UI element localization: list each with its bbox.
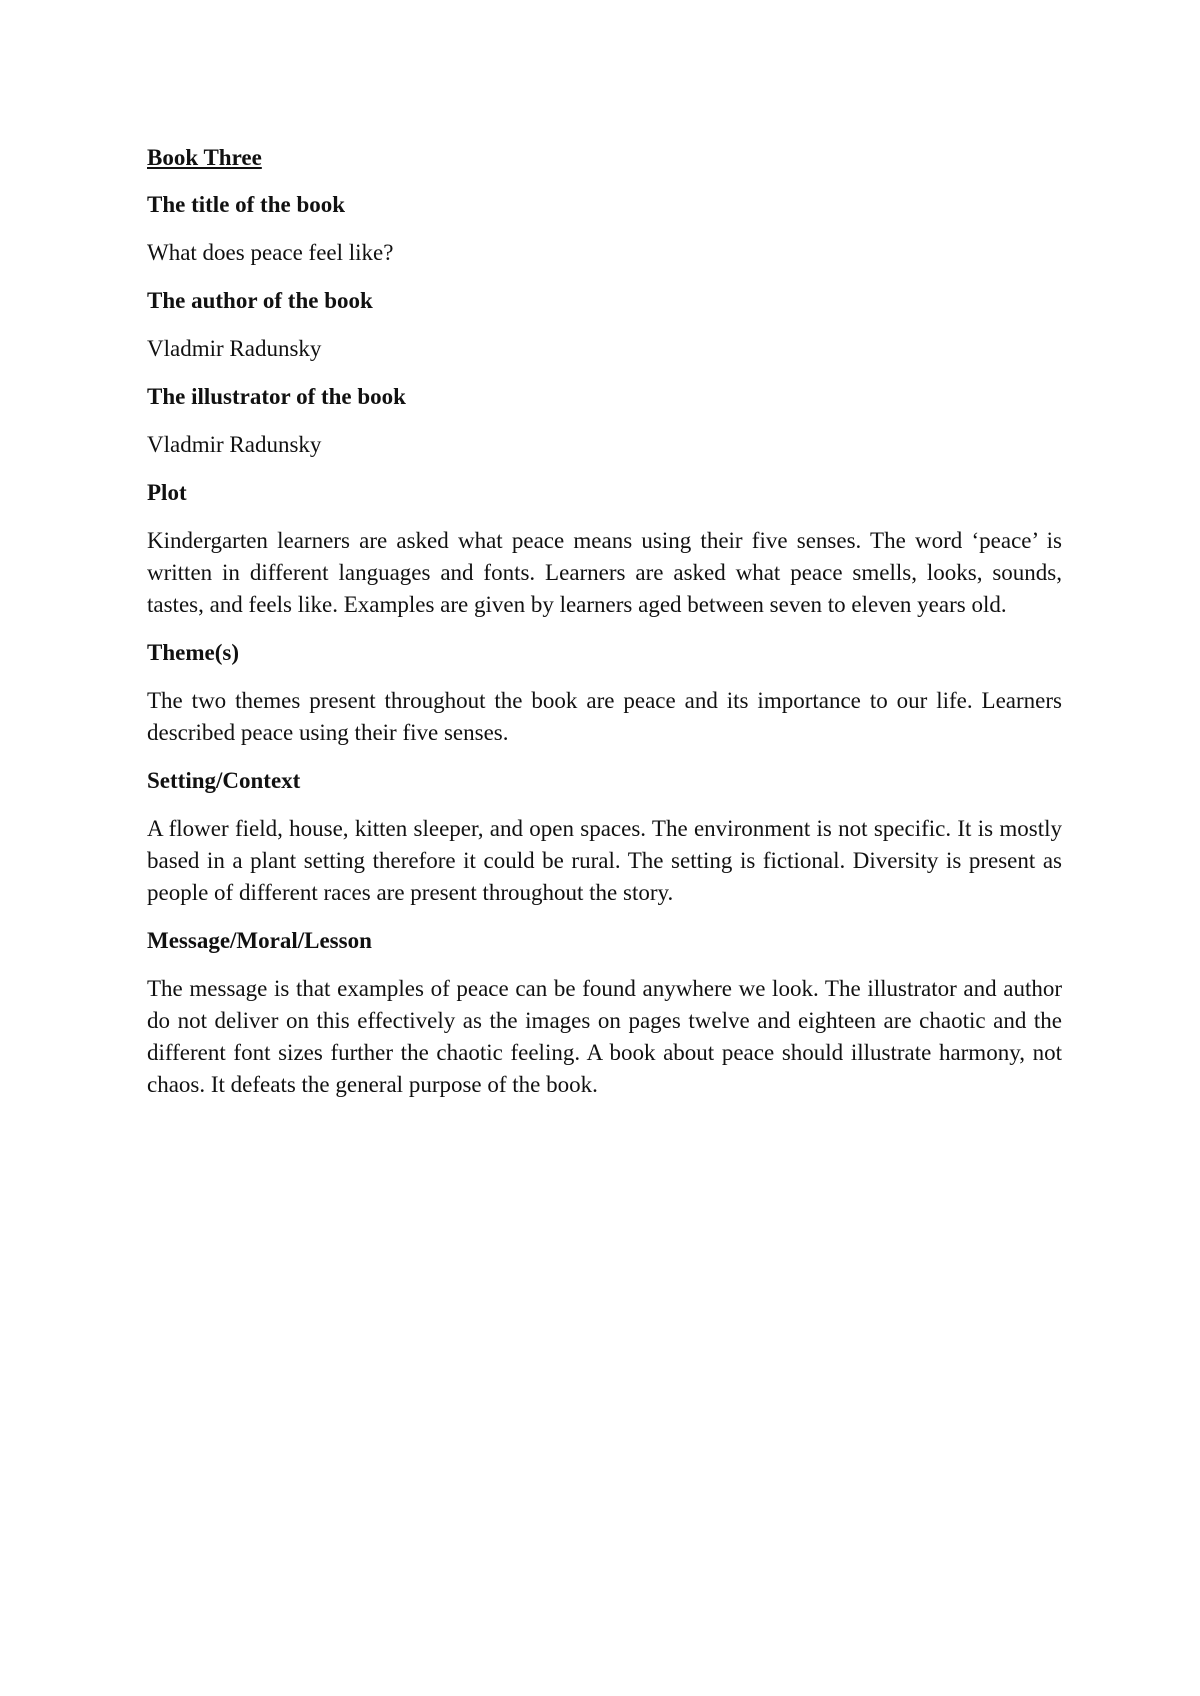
section-body-illustrator: Vladmir Radunsky	[147, 432, 322, 457]
section-heading-themes: Theme(s)	[147, 640, 239, 665]
section-heading-setting: Setting/Context	[147, 768, 301, 793]
document-body	[147, 143, 1062, 1118]
section-heading-plot: Plot	[147, 480, 187, 505]
section-heading-message: Message/Moral/Lesson	[147, 928, 372, 953]
section-body-message: The message is that examples of peace can be found anywhere we look. The illustrator and author do not deliver on this effectively as the images on pages twelve and eighteen are chaotic and the different font sizes further the chaotic feeling. A book about peace should illustrate harmony, not chaos. It defeats the general purpose of the book.	[147, 976, 1062, 1097]
section-body-setting: A flower field, house, kitten sleeper, and open spaces. The environment is not specific. It is mostly based in a plant setting therefore it could be rural. The setting is fictional. Diversity is present as people of different races are present throughout the story.	[147, 816, 1062, 905]
section-heading-author: The author of the book	[147, 288, 373, 313]
section-body-plot: Kindergarten learners are asked what peace means using their five senses. The word ‘peace’ is written in different languages and fonts. Learners are asked what peace smells, looks, sounds, tastes, and feels like. Examples are given by learners aged between seven to eleven years old.	[147, 528, 1062, 617]
section-heading-title: The title of the book	[147, 192, 346, 217]
section-body-themes: The two themes present throughout the book are peace and its importance to our life. Learners described peace using their five senses.	[147, 688, 1062, 745]
section-heading-illustrator: The illustrator of the book	[147, 384, 406, 409]
document-title: Book Three	[147, 145, 262, 170]
section-body-title: What does peace feel like?	[147, 240, 394, 265]
section-body-author: Vladmir Radunsky	[147, 336, 322, 361]
